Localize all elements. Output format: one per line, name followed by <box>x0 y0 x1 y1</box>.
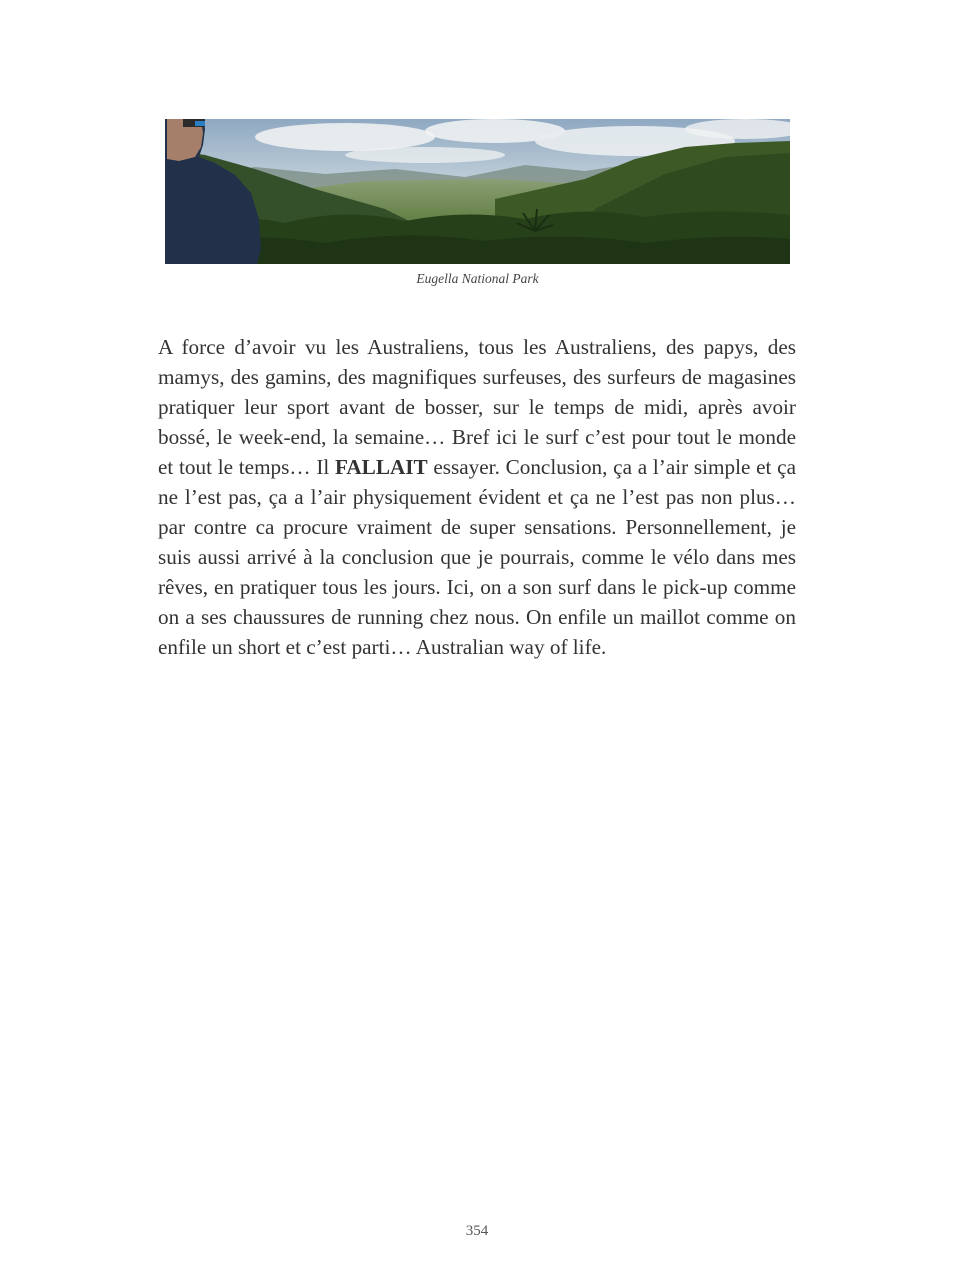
landscape-photo <box>165 119 790 264</box>
figure-caption: Eugella National Park <box>416 271 539 286</box>
page-number: 354 <box>465 1223 489 1239</box>
paragraph-emphasis: FALLAIT <box>335 455 428 479</box>
valley-panorama-image <box>165 119 790 264</box>
paragraph-text-part2: essayer. Conclusion, ça a l’air simple et ça ne l’est pas, ça a l’air physiquement évident et ça ne l’est pas non plus… par contre ca procure vraiment de super sensations. Personnellement, je suis aussi arrivé à la conclusion que je pourrais, comme le vélo dans mes rêves, en pratiquer tous les jours. Ici, on a son surf dans le pick-up comme on a ses chaussures de running chez nous. On enfile un maillot comme on enfile un short et c’est parti… Australian way of life. <box>158 455 796 659</box>
main-paragraph <box>158 332 796 662</box>
paragraph-text-part1: A force d’avoir vu les Australiens, tous les Australiens, des papys, des mamys, des gamins, des magnifiques surfeuses, des surfeurs de magasines pratiquer leur sport avant de bosser, sur le temps de midi, après avoir bossé, le week-end, la semaine… Bref ici le surf c’est pour tout le monde et tout le temps… Il <box>158 335 796 479</box>
